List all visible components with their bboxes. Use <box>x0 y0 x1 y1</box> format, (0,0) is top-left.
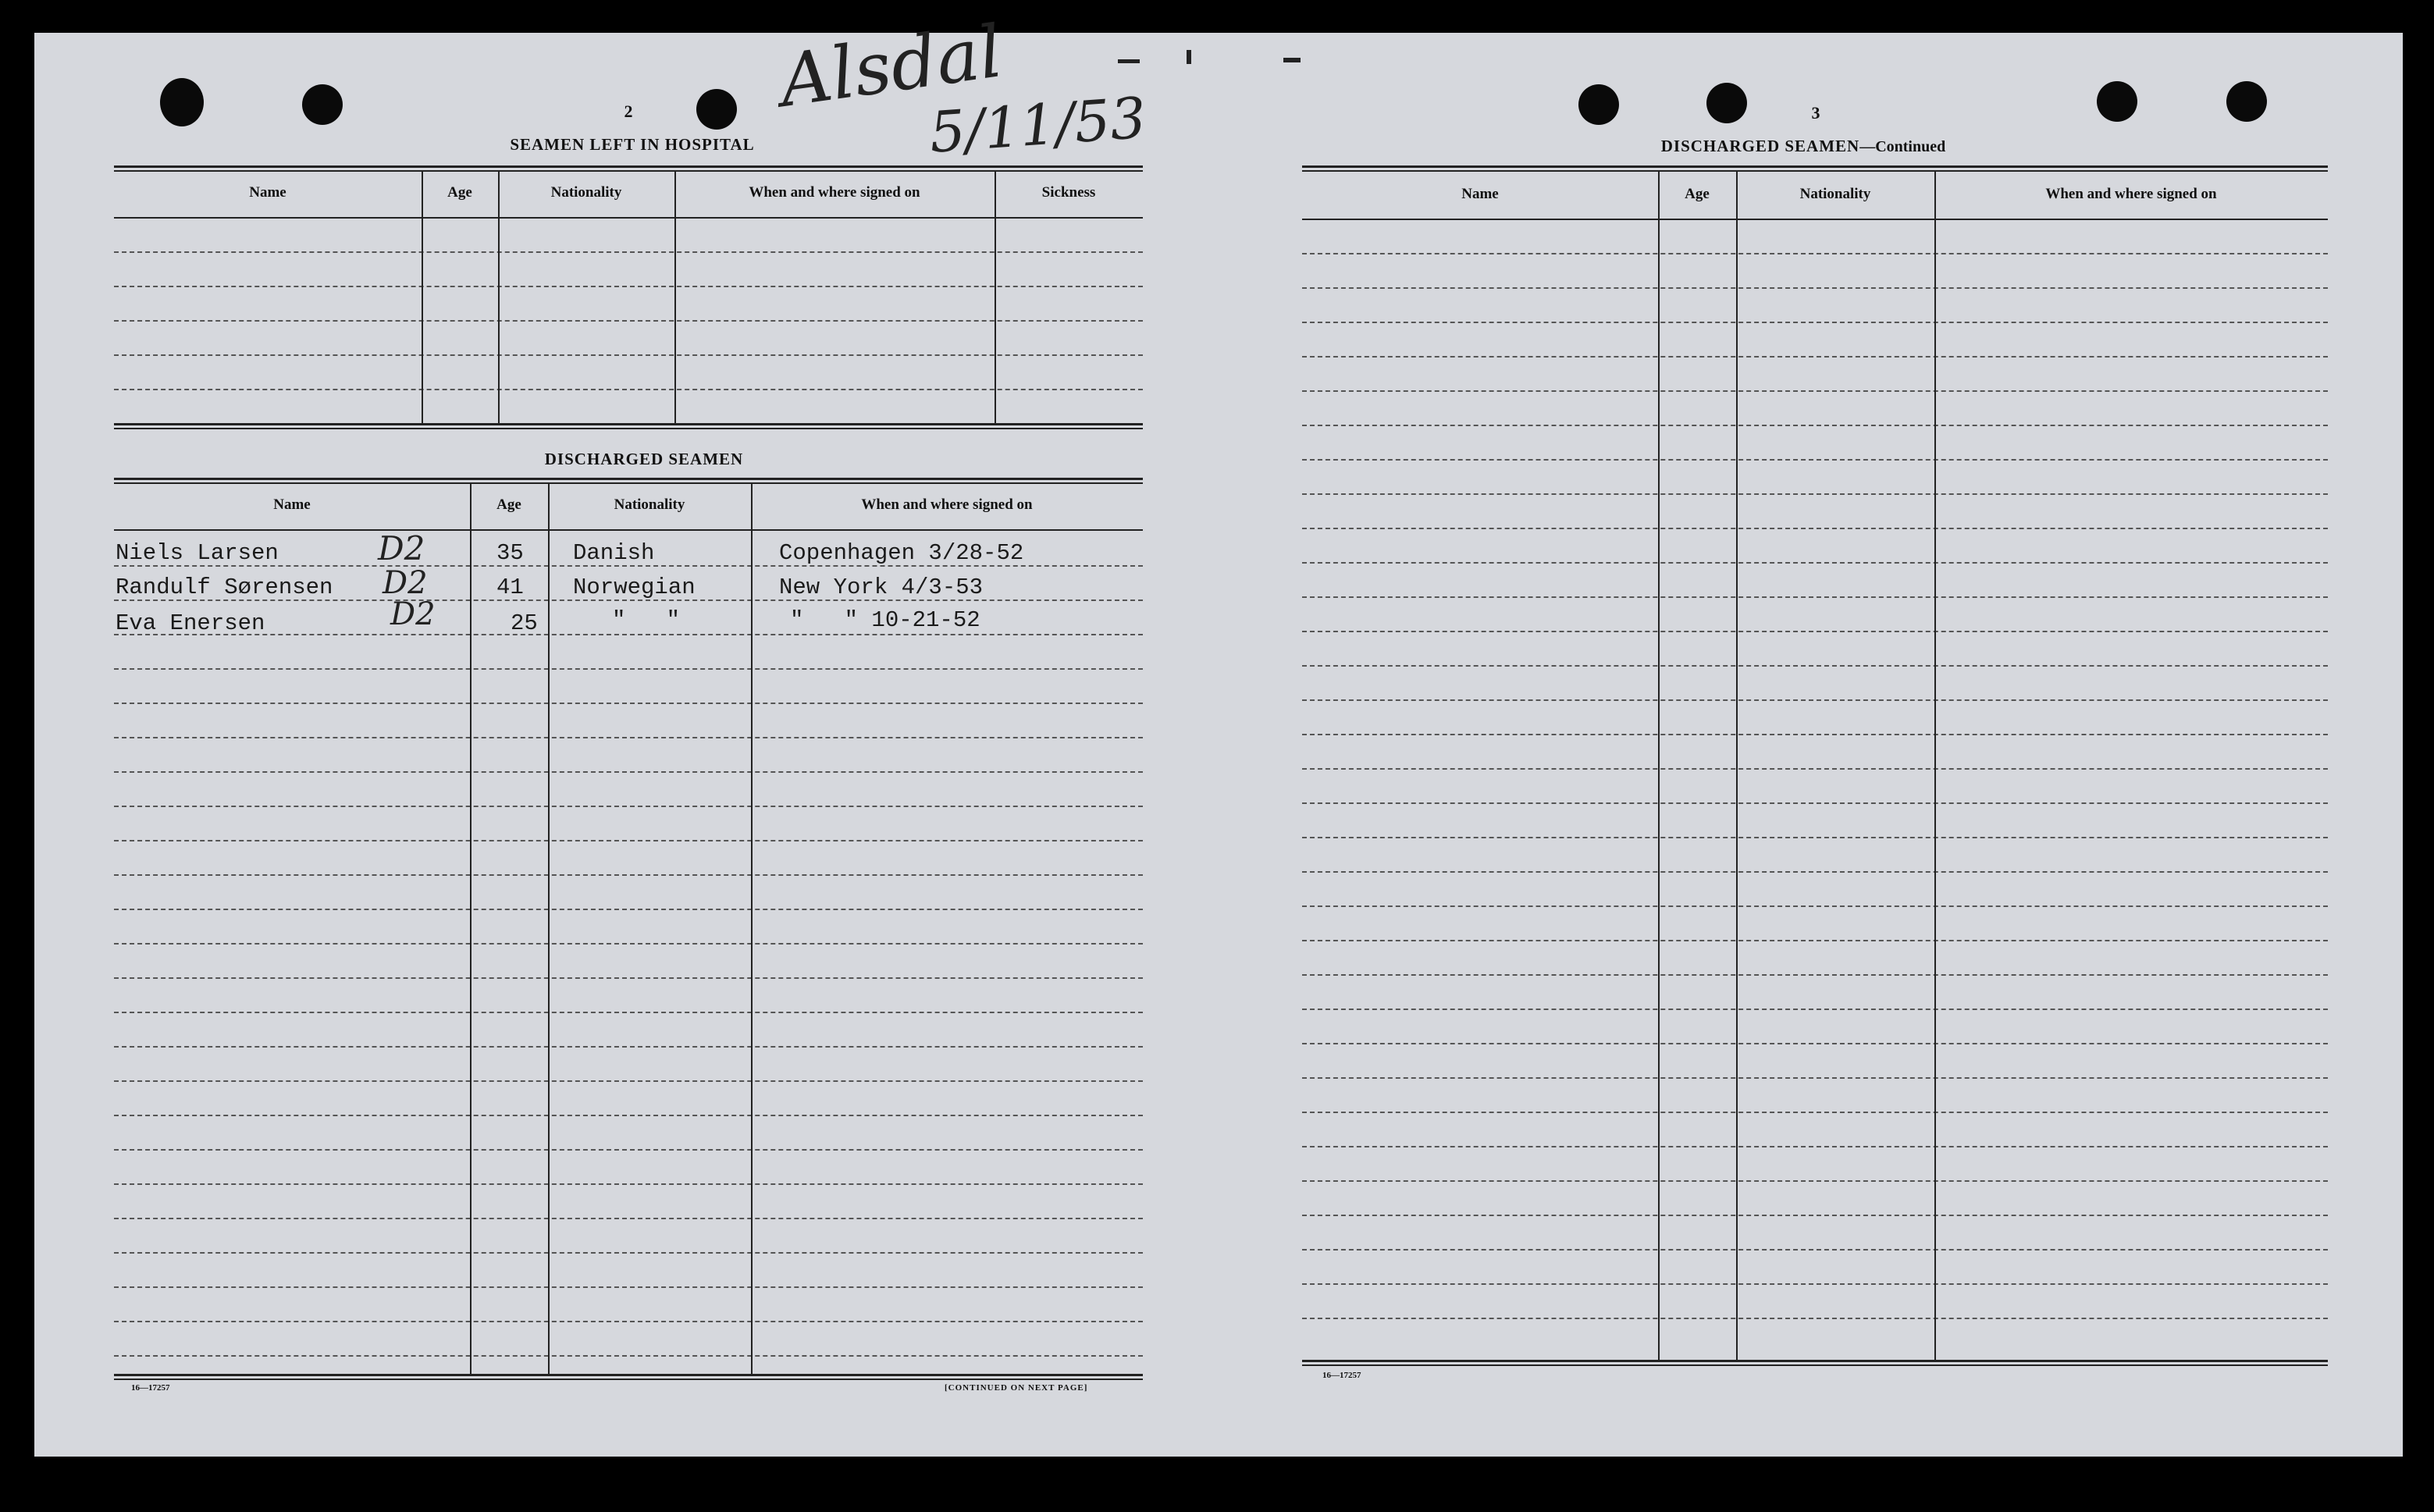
right-row-line <box>1302 562 2328 564</box>
hospital-section-title: SEAMEN LEFT IN HOSPITAL <box>510 135 755 154</box>
right-row-line <box>1302 768 2328 770</box>
scan-mark <box>1283 58 1301 62</box>
right-row-line <box>1302 734 2328 735</box>
continued-note: [CONTINUED ON NEXT PAGE] <box>945 1383 1088 1393</box>
hospital-col-divider <box>498 170 500 423</box>
right-col-divider <box>1658 170 1660 1360</box>
seaman-signed-on: New York 4/3-53 <box>779 575 984 600</box>
right-section-title <box>1624 137 1983 156</box>
discharged-col-divider <box>548 482 550 1374</box>
hospital-col-divider <box>995 170 996 423</box>
right-row-line <box>1302 287 2328 289</box>
hospital-header-nationality: Nationality <box>550 184 622 201</box>
form-number-left: 16—17257 <box>131 1383 170 1393</box>
discharged-row-line <box>114 737 1143 738</box>
scan-mark <box>1118 59 1140 63</box>
seaman-name: Niels Larsen <box>116 540 279 566</box>
discharged-row-line <box>114 1252 1143 1254</box>
right-row-line <box>1302 837 2328 838</box>
right-row-line <box>1302 356 2328 358</box>
punch-hole <box>160 78 204 126</box>
hospital-row-line <box>114 389 1143 390</box>
discharged-row-line <box>114 668 1143 670</box>
discharged-table-bottom-rule <box>114 1374 1143 1376</box>
right-header-name: Name <box>1461 186 1499 202</box>
discharged-header-nationality: Nationality <box>614 496 685 513</box>
right-row-line <box>1302 390 2328 392</box>
hospital-table-top-rule <box>114 165 1143 168</box>
seaman-name: Randulf Sørensen <box>116 575 333 600</box>
discharged-row-line <box>114 806 1143 807</box>
discharged-row-line <box>114 1046 1143 1048</box>
discharged-row-line <box>114 977 1143 979</box>
discharge-mark: D2 <box>390 596 436 632</box>
hospital-row-line <box>114 320 1143 322</box>
right-row-line <box>1302 528 2328 529</box>
discharged-header-signed-on: When and where signed on <box>861 496 1033 513</box>
seaman-age: 35 <box>496 540 524 566</box>
right-row-line <box>1302 1112 2328 1113</box>
discharged-row-line <box>114 771 1143 773</box>
right-row-line <box>1302 802 2328 804</box>
right-title-text: DISCHARGED SEAMEN <box>1660 137 1860 155</box>
hospital-header-rule <box>114 217 1143 219</box>
hospital-header-name: Name <box>249 184 286 201</box>
handwritten-name: Alsdal <box>774 9 1008 123</box>
right-col-divider <box>1934 170 1936 1360</box>
discharged-row-line <box>114 1321 1143 1322</box>
discharged-row-line <box>114 1012 1143 1013</box>
right-row-line <box>1302 1146 2328 1147</box>
discharged-row-line <box>114 943 1143 945</box>
hospital-row-line <box>114 286 1143 287</box>
punch-hole <box>302 84 343 125</box>
hospital-col-divider <box>674 170 676 423</box>
right-row-line <box>1302 699 2328 701</box>
right-row-line <box>1302 665 2328 667</box>
right-row-line <box>1302 1215 2328 1216</box>
right-row-line <box>1302 1043 2328 1044</box>
right-row-line <box>1302 974 2328 976</box>
seaman-nationality: Norwegian <box>573 575 696 600</box>
discharged-row-line <box>114 1355 1143 1357</box>
right-row-line <box>1302 1180 2328 1182</box>
discharged-col-divider <box>751 482 753 1374</box>
page-number-right: 3 <box>1811 103 1820 123</box>
right-header-signed-on: When and where signed on <box>2045 186 2217 202</box>
discharge-mark: D2 <box>383 565 428 601</box>
right-row-line <box>1302 596 2328 598</box>
hospital-header-signed-on: When and where signed on <box>749 184 920 201</box>
discharged-row-line <box>114 1183 1143 1185</box>
right-row-line <box>1302 871 2328 873</box>
hospital-row-line <box>114 354 1143 356</box>
handwritten-date: 5/11/53 <box>927 84 1148 165</box>
discharged-table-top-rule <box>114 478 1143 480</box>
page-number-left: 2 <box>624 101 633 121</box>
hospital-row-line <box>114 251 1143 253</box>
seaman-nationality: Danish <box>573 540 655 566</box>
seaman-age: 41 <box>496 575 524 600</box>
seaman-nationality: " " <box>612 607 681 633</box>
seaman-age: 25 <box>511 610 538 636</box>
punch-hole <box>696 89 737 130</box>
right-row-line <box>1302 1318 2328 1319</box>
discharged-row-line <box>114 909 1143 910</box>
right-row-line <box>1302 905 2328 907</box>
right-row-line <box>1302 1249 2328 1251</box>
seaman-signed-on: " " 10-21-52 <box>790 607 980 633</box>
discharged-header-age: Age <box>496 496 521 513</box>
right-title-suffix: —Continued <box>1859 138 1946 155</box>
discharged-row-line <box>114 1149 1143 1151</box>
discharged-row-line <box>114 1286 1143 1288</box>
seaman-signed-on: Copenhagen 3/28-52 <box>779 540 1024 566</box>
discharge-mark: D2 <box>378 529 425 567</box>
discharged-row-line <box>114 874 1143 876</box>
discharged-row-line <box>114 703 1143 704</box>
discharged-row-line <box>114 840 1143 841</box>
discharged-row-line <box>114 1080 1143 1082</box>
punch-hole <box>1706 83 1747 123</box>
right-header-age: Age <box>1685 186 1710 202</box>
right-row-line <box>1302 459 2328 461</box>
discharged-col-divider <box>470 482 471 1374</box>
discharged-header-name: Name <box>273 496 311 513</box>
seaman-name: Eva Enersen <box>116 610 265 636</box>
right-row-line <box>1302 1077 2328 1079</box>
right-row-line <box>1302 1009 2328 1010</box>
right-table-top-rule <box>1302 165 2328 168</box>
right-col-divider <box>1736 170 1738 1360</box>
right-row-line <box>1302 940 2328 941</box>
discharged-row-line <box>114 634 1143 635</box>
hospital-col-divider <box>422 170 423 423</box>
right-table-bottom-rule <box>1302 1360 2328 1362</box>
hospital-header-age: Age <box>447 184 472 201</box>
right-row-line <box>1302 631 2328 632</box>
discharged-row-line <box>114 1218 1143 1219</box>
right-header-rule <box>1302 219 2328 220</box>
hospital-header-sickness: Sickness <box>1041 184 1096 201</box>
punch-hole <box>2097 81 2137 122</box>
right-row-line <box>1302 425 2328 426</box>
right-row-line <box>1302 322 2328 323</box>
right-row-line <box>1302 493 2328 495</box>
scan-mark <box>1187 50 1191 64</box>
punch-hole <box>2226 81 2267 122</box>
discharged-row-line <box>114 1115 1143 1116</box>
punch-hole <box>1578 84 1619 125</box>
right-row-line <box>1302 253 2328 254</box>
form-number-right: 16—17257 <box>1322 1371 1361 1380</box>
hospital-table-bottom-rule <box>114 423 1143 425</box>
discharged-section-title: DISCHARGED SEAMEN <box>544 450 744 468</box>
right-header-nationality: Nationality <box>1799 186 1871 202</box>
right-row-line <box>1302 1283 2328 1285</box>
document-sheet <box>34 33 2403 1457</box>
discharged-header-rule <box>114 529 1143 531</box>
